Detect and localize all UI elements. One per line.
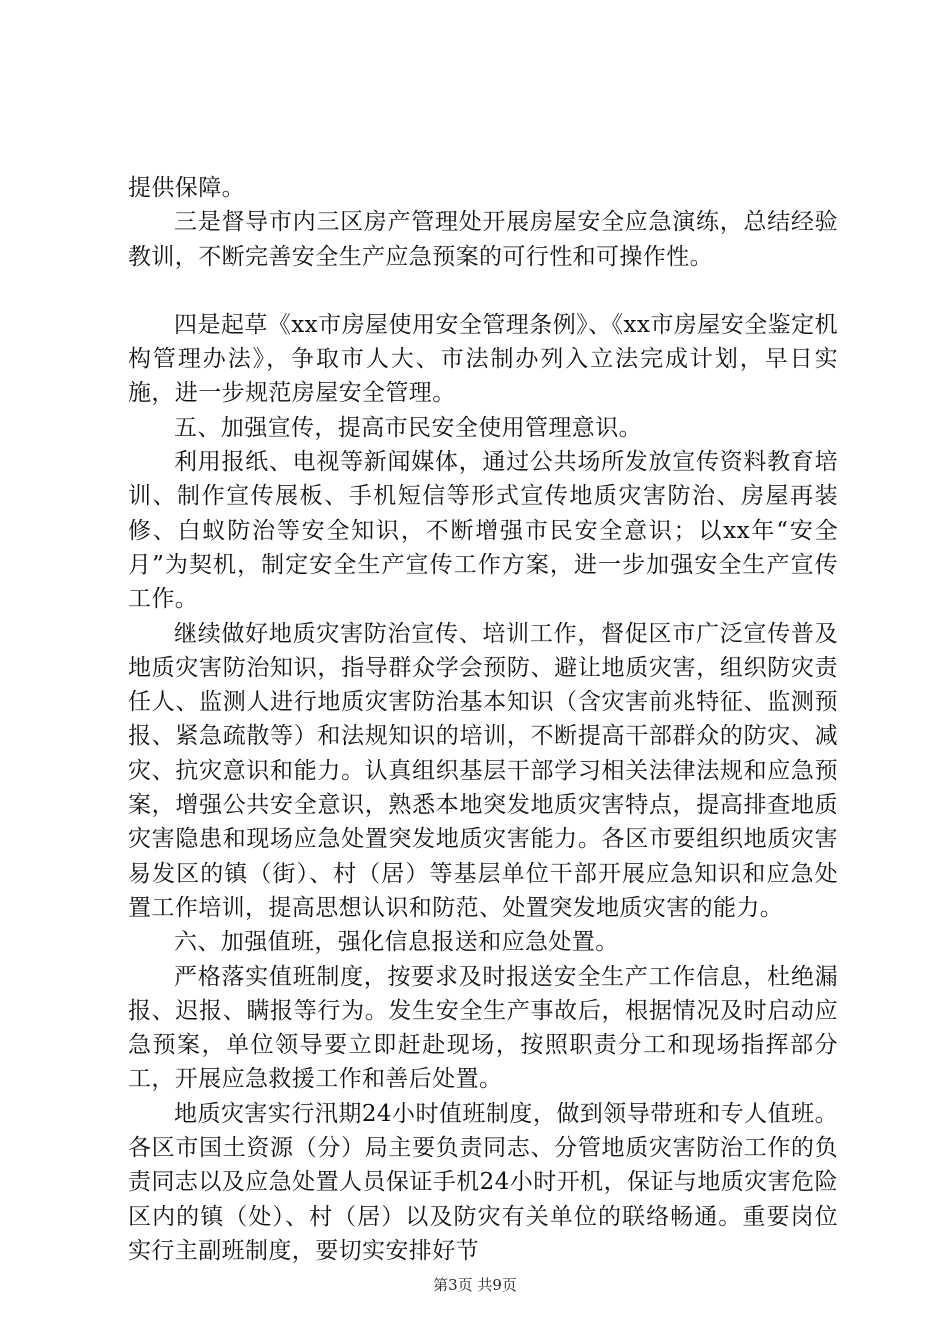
paragraph-continuation: 提供保障。 [128, 175, 245, 201]
section-heading-five: 五、加强宣传，提高市民安全使用管理意识。 [174, 414, 642, 441]
page-footer: 第3页 共9页 [433, 1276, 517, 1294]
paragraph-duty-system: 严格落实值班制度，按要求及时报送安全生产工作信息，杜绝漏报、迟报、瞒报等行为。发生安全生产事故后，根据情况及时启动应急预案，单位领导要立即赶赴现场，按照职责分工和现场指挥部分工，开展应急救援工作和善后处置。 [128, 963, 838, 1093]
paragraph-publicity: 利用报纸、电视等新闻媒体，通过公共场所发放宣传资料教育培训、制作宣传展板、手机短信等形式宣传地质灾害防治、房屋再装修、白蚁防治等安全知识，不断增强市民安全意识；以xx年“安全月”为契机，制定安全生产宣传工作方案，进一步加强安全生产宣传工作。 [128, 449, 838, 613]
document-body [128, 171, 838, 1268]
paragraph-training: 继续做好地质灾害防治宣传、培训工作，督促区市广泛宣传普及地质灾害防治知识，指导群众学会预防、避让地质灾害，组织防灾责任人、监测人进行地质灾害防治基本知识（含灾害前兆特征、监测预报、紧急疏散等）和法规知识的培训，不断提高干部群众的防灾、减灾、抗灾意识和能力。认真组织基层干部学习相关法律法规和应急预案，增强公共安全意识，熟悉本地突发地质灾害特点，提高排查地质灾害隐患和现场应急处置突发地质灾害能力。各区市要组织地质灾害易发区的镇（街）、村（居）等基层单位干部开展应急知识和应急处置工作培训，提高思想认识和防范、处置突发地质灾害的能力。 [128, 620, 838, 921]
paragraph-flood-season-duty: 地质灾害实行汛期24小时值班制度，做到领导带班和专人值班。各区市国土资源（分）局主要负责同志、分管地质灾害防治工作的负责同志以及应急处置人员保证手机24小时开机，保证与地质灾害危险区内的镇（处）、村（居）以及防灾有关单位的联络畅通。重要岗位实行主副班制度，要切实安排好节 [128, 1100, 838, 1264]
paragraph-item-three: 三是督导市内三区房产管理处开展房屋安全应急演练，总结经验教训，不断完善安全生产应急预案的可行性和可操作性。 [128, 209, 838, 270]
section-heading-six: 六、加强值班，强化信息报送和应急处置。 [174, 929, 619, 956]
paragraph-item-four: 四是起草《xx市房屋使用安全管理条例》、《xx市房屋安全鉴定机构管理办法》，争取市人大、市法制办列入立法完成计划，早日实施，进一步规范房屋安全管理。 [128, 311, 838, 407]
